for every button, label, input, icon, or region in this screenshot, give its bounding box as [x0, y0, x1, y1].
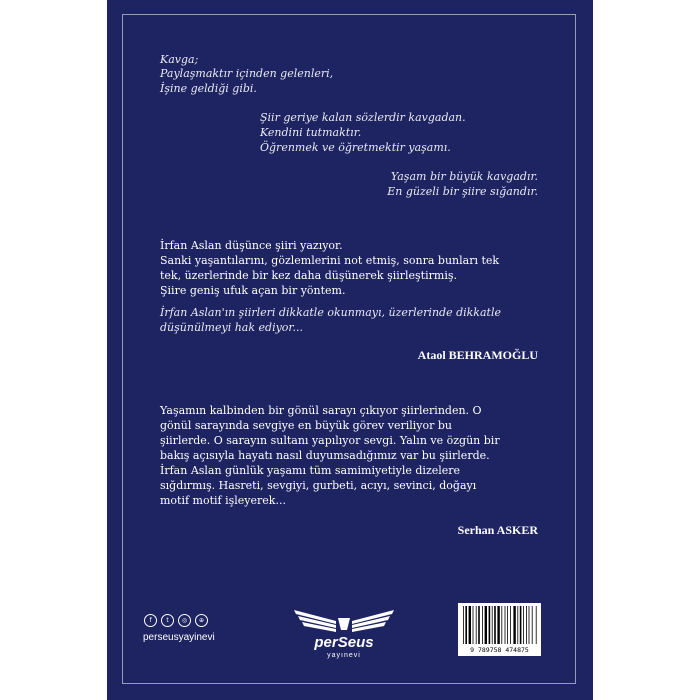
poem-line: En güzeli bir şiire sığandır. — [387, 185, 538, 198]
barcode-bar — [513, 606, 515, 644]
review-line: Yaşamın kalbinden bir gönül sarayı çıkıyor şiirlerinden. O — [160, 404, 482, 417]
barcode-bar — [465, 606, 467, 644]
barcode-bar — [469, 606, 471, 644]
barcode-bar — [494, 606, 496, 644]
barcode-bar — [473, 606, 474, 644]
review-line: tek, üzerlerinde bir kez daha düşünerek şiirleştirmiş. — [160, 269, 457, 282]
barcode-bar — [510, 606, 511, 644]
barcode-bar — [505, 606, 506, 644]
barcode-bar — [476, 606, 477, 644]
barcode-bar — [478, 606, 480, 644]
review-line: şiirlerde. O sarayın sultanı yapılıyor sevgi. Yalın ve özgün bir — [160, 434, 500, 447]
review-line: Şiire geniş ufuk açan bir yöntem. — [160, 284, 346, 297]
barcode-bar — [489, 606, 491, 644]
logo-wordmark: perSeus — [314, 634, 374, 651]
barcode-bar — [497, 606, 499, 644]
poem-line: Şiir geriye kalan sözlerdir kavgadan. — [260, 111, 466, 124]
poem-line: Kavga; — [160, 53, 199, 66]
review-quote-line: İrfan Aslan'ın şiirleri dikkatle okunmayı, üzerlerinde dikkatle — [160, 306, 501, 319]
logo-subtitle: yayınevi — [327, 652, 361, 659]
review-line: İrfan Aslan günlük yaşamı tüm samimiyetiyle dizelere — [160, 464, 461, 477]
twitter-icon[interactable]: t — [161, 614, 174, 627]
barcode-bar — [523, 606, 524, 644]
barcode-bar — [507, 606, 508, 644]
review-author: Ataol BEHRAMOĞLU — [417, 348, 538, 362]
poem-line: İşine geldiği gibi. — [160, 82, 257, 95]
barcode-bar — [517, 606, 518, 644]
barcode-bar — [526, 606, 527, 644]
poem-line: Öğrenmek ve öğretmektir yaşamı. — [260, 141, 451, 154]
barcode-bar — [482, 606, 483, 644]
barcode-bars — [463, 606, 537, 644]
barcode-bar — [485, 606, 487, 644]
social-icons — [144, 614, 208, 627]
barcode-bar — [520, 606, 522, 644]
publisher-logo — [292, 604, 396, 664]
review-line: Sanki yaşantılarını, gözlemlerini not etmiş, sonra bunları tek — [160, 254, 500, 267]
isbn-barcode — [458, 603, 541, 656]
barcode-bar — [463, 606, 464, 644]
barcode-bar — [501, 606, 502, 644]
review-line: sığdırmış. Hasreti, sevgiyi, gurbeti, acıyı, sevinci, doğayı — [160, 479, 477, 492]
barcode-bar — [492, 606, 493, 644]
facebook-icon[interactable]: f — [144, 614, 157, 627]
instagram-icon[interactable]: ◎ — [178, 614, 191, 627]
review-author: Serhan ASKER — [457, 523, 538, 537]
review-quote-line: düşünülmeyi hak ediyor... — [160, 321, 303, 334]
web-icon[interactable]: ⊕ — [195, 614, 208, 627]
review-line: gönül sarayında sevgiye en büyük görev veriliyor bu — [160, 419, 453, 432]
wings-icon — [294, 610, 394, 632]
barcode-bar — [536, 606, 537, 644]
barcode-bar — [532, 606, 533, 644]
poem-line: Paylaşmaktır içinden gelenleri, — [160, 67, 334, 80]
review-line: bakış açısıyla hayatı nasıl duyumsadığımız var bu şiirlerde. — [160, 449, 490, 462]
isbn-number: 9 789758 474875 — [470, 646, 529, 654]
poem-line: Yaşam bir büyük kavgadır. — [390, 170, 538, 183]
review-line: İrfan Aslan düşünce şiiri yazıyor. — [160, 239, 343, 252]
poem-line: Kendini tutmaktır. — [260, 126, 362, 139]
barcode-bar — [529, 606, 530, 644]
social-handle: perseusyayinevi — [143, 632, 215, 643]
review-line: motif motif işleyerek... — [160, 494, 286, 507]
book-back-cover — [107, 0, 593, 700]
